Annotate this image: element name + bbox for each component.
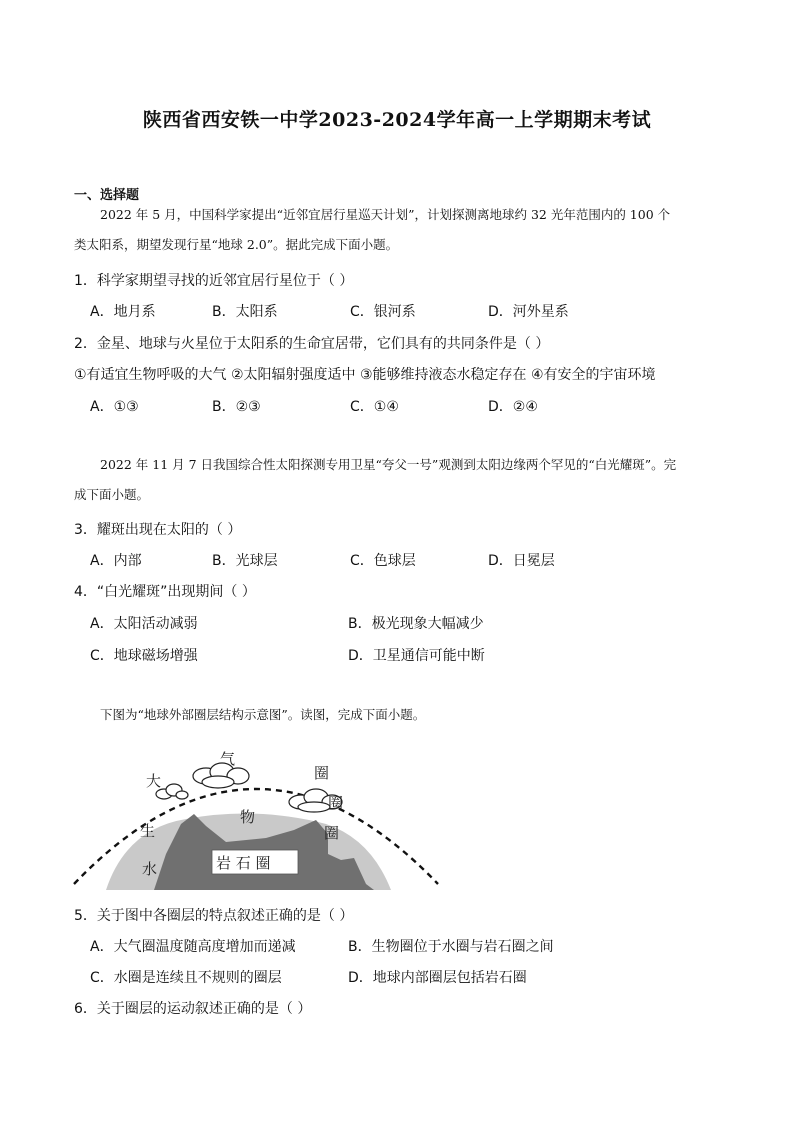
- option-a[interactable]: A．地月系: [90, 304, 156, 320]
- option-a[interactable]: A．大气圈温度随高度增加而递减: [90, 939, 296, 955]
- option-b[interactable]: B．②③: [212, 399, 261, 415]
- label-biosphere-2: 物: [240, 808, 256, 826]
- passage-2: [74, 450, 734, 510]
- passage-3-line-1: 下图为“地球外部圈层结构示意图”。读图，完成下面小题。: [100, 707, 426, 722]
- passage-1-line-2: 类太阳系，期望发现行星“地球 2.0”。据此完成下面小题。: [74, 237, 399, 252]
- label-lithosphere: 岩 石 圈: [216, 854, 271, 872]
- option-a[interactable]: A．太阳活动减弱: [90, 616, 198, 632]
- option-b[interactable]: B．极光现象大幅减少: [348, 616, 484, 632]
- earth-spheres-svg: [66, 734, 446, 894]
- page-title: 陕西省西安铁一中学2023-2024学年高一上学期期末考试: [142, 109, 652, 131]
- passage-1: [74, 200, 734, 260]
- label-atmosphere-1: 大: [146, 772, 162, 790]
- question-5-stem: 5．关于图中各圈层的特点叙述正确的是（ ）: [74, 908, 354, 924]
- question-1-stem: 1．科学家期望寻找的近邻宜居行星位于（ ）: [74, 273, 354, 289]
- label-biosphere-3: 圈: [328, 794, 344, 812]
- option-a[interactable]: A．①③: [90, 399, 139, 415]
- option-c[interactable]: C．①④: [350, 399, 399, 415]
- passage-1-line-1: 2022 年 5 月，中国科学家提出“近邻宜居行星巡天计划”，计划探测离地球约 32 光年范围内的 100 个: [100, 207, 671, 222]
- question-2-stem: 2．金星、地球与火星位于太阳系的生命宜居带，它们具有的共同条件是（ ）: [74, 336, 550, 352]
- option-c[interactable]: C．色球层: [350, 553, 416, 569]
- option-d[interactable]: D．地球内部圈层包括岩石圈: [348, 970, 527, 986]
- option-b[interactable]: B．太阳系: [212, 304, 278, 320]
- option-b[interactable]: B．光球层: [212, 553, 278, 569]
- passage-2-line-2: 成下面小题。: [74, 487, 150, 502]
- question-6-stem: 6．关于圈层的运动叙述正确的是（ ）: [74, 1001, 312, 1017]
- option-c[interactable]: C．地球磁场增强: [90, 648, 198, 664]
- option-d[interactable]: D．河外星系: [488, 304, 569, 320]
- option-c[interactable]: C．银河系: [350, 304, 416, 320]
- option-c[interactable]: C．水圈是连续且不规则的圈层: [90, 970, 282, 986]
- option-d[interactable]: D．卫星通信可能中断: [348, 648, 485, 664]
- passage-2-line-1: 2022 年 11 月 7 日我国综合性太阳探测专用卫星“夸父一号”观测到太阳边缘两个罕见的“白光耀斑”。完: [100, 457, 677, 472]
- section-heading: 一、选择题: [74, 188, 140, 203]
- question-2-statements: ①有适宜生物呼吸的大气 ②太阳辐射强度适中 ③能够维持液态水稳定存在 ④有安全的宇宙环境: [74, 367, 656, 383]
- passage-3: [74, 700, 734, 730]
- question-3-stem: 3．耀斑出现在太阳的（ ）: [74, 522, 242, 538]
- option-d[interactable]: D．日冕层: [488, 553, 555, 569]
- question-4-stem: 4．“白光耀斑”出现期间（ ）: [74, 584, 256, 600]
- earth-spheres-diagram: [66, 734, 446, 894]
- option-a[interactable]: A．内部: [90, 553, 142, 569]
- option-d[interactable]: D．②④: [488, 399, 538, 415]
- label-atmosphere-3: 圈: [314, 764, 330, 782]
- label-atmosphere-2: 气: [220, 750, 236, 768]
- label-hydrosphere: 水: [142, 860, 158, 878]
- option-b[interactable]: B．生物圈位于水圈与岩石圈之间: [348, 939, 554, 955]
- label-biosphere-4: 圈: [324, 824, 340, 842]
- label-biosphere-1: 生: [140, 822, 156, 840]
